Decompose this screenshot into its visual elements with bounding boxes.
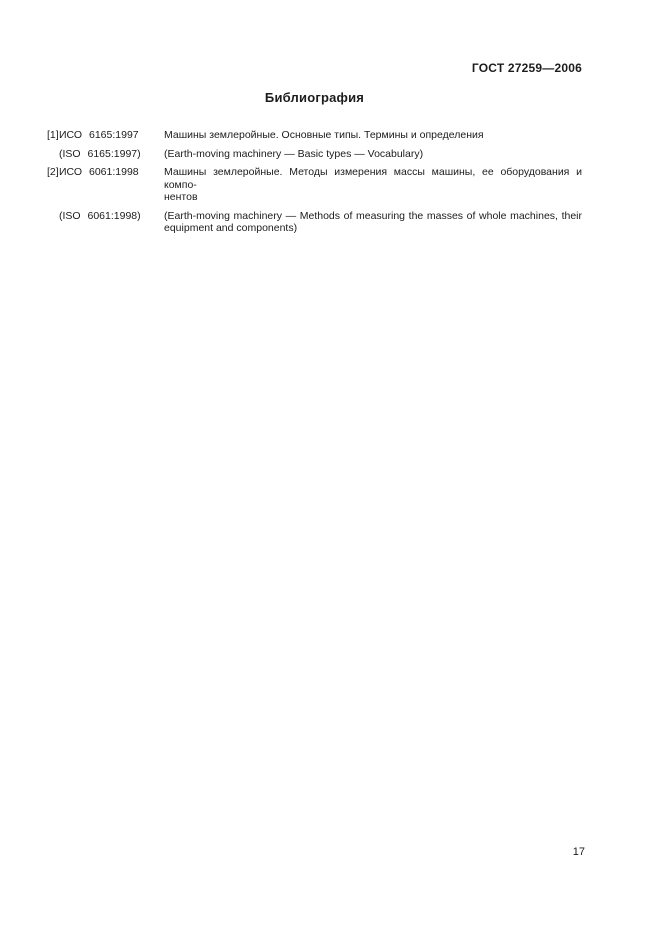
page-number: 17 xyxy=(572,846,585,858)
entry-ref-number: [1] xyxy=(47,129,59,141)
bibliography-entry-2-en xyxy=(47,210,582,235)
entry-description-line: equipment and components) xyxy=(164,222,298,234)
entry-description-en xyxy=(164,210,582,235)
entry-description-ru xyxy=(164,166,582,204)
bibliography-list xyxy=(47,129,582,241)
bibliography-entry-1-en xyxy=(47,148,582,161)
entry-standard-code-ru: ИСО 6061:1998 xyxy=(59,166,139,178)
entry-standard-code-en: (ISO 6061:1998) xyxy=(59,209,141,222)
entry-standard-code-en: (ISO 6165:1997) xyxy=(59,147,141,160)
entry-standard-code-ru: ИСО 6165:1997 xyxy=(59,129,139,141)
entry-description-line: (Earth-moving machinery — Basic types — Vocabulary) xyxy=(164,147,424,160)
entry-description-ru xyxy=(164,129,582,142)
entry-description-line: Машины землеройные. Методы измерения массы машины, ее оборудования и компо- xyxy=(164,166,582,191)
document-code-header: ГОСТ 27259—2006 xyxy=(471,61,582,75)
entry-description-line: Машины землеройные. Основные типы. Термины и определения xyxy=(164,129,484,141)
bibliography-entry-1-ru xyxy=(47,129,582,142)
entry-description-line: (Earth-moving machinery — Methods of measuring the masses of whole machines, their xyxy=(164,209,582,222)
entry-ref-number: [2] xyxy=(47,166,59,178)
entry-ref-spacer xyxy=(47,210,59,235)
entry-description-line: нентов xyxy=(164,191,198,203)
bibliography-entry-2-ru xyxy=(47,166,582,204)
entry-description-en xyxy=(164,148,582,161)
bibliography-title: Библиография xyxy=(264,90,365,105)
entry-ref-spacer xyxy=(47,148,59,161)
